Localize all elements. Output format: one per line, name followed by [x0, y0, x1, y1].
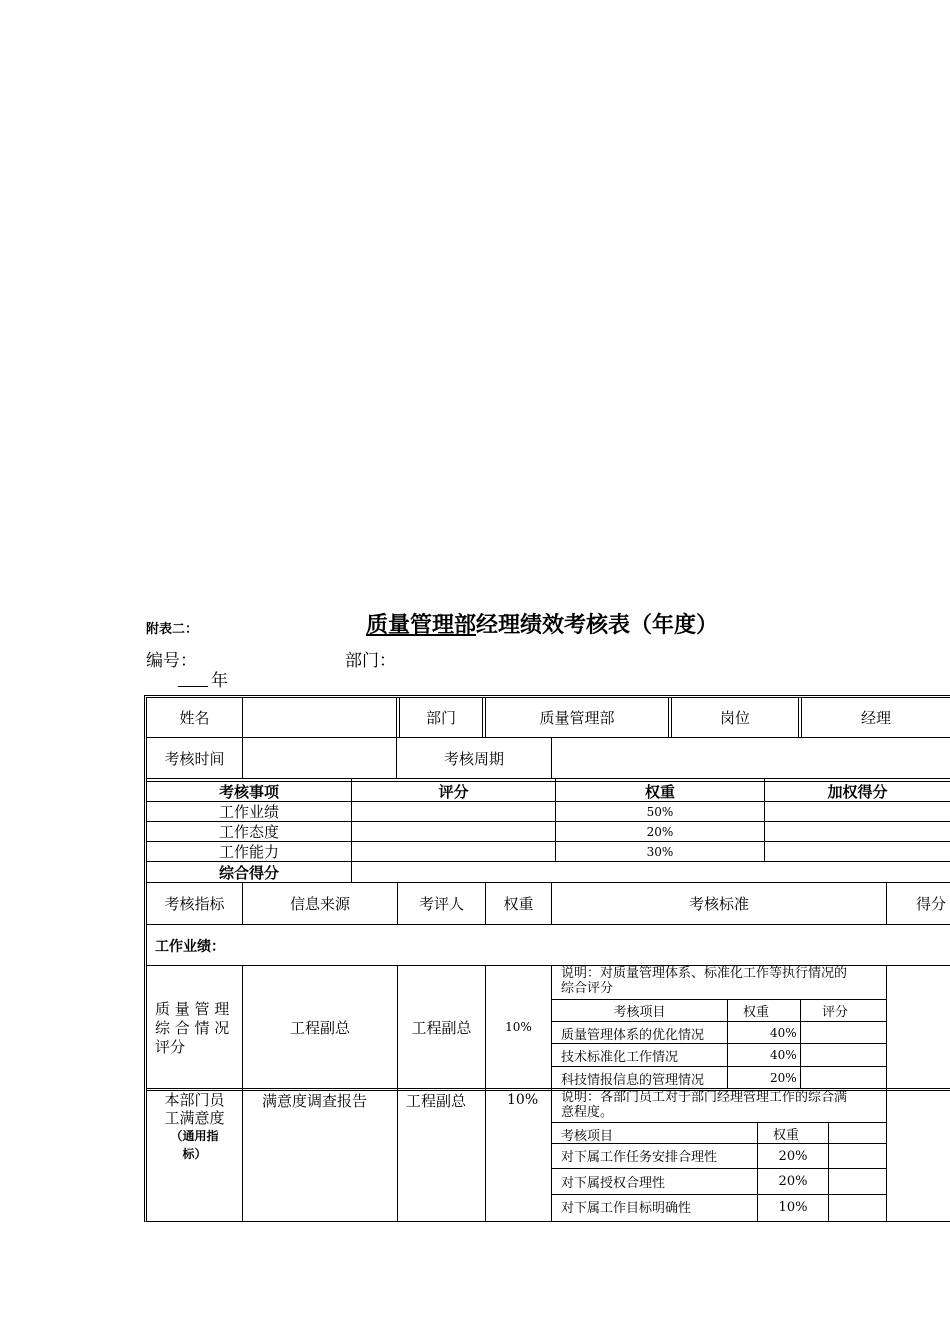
satisfaction-desc-line2: 意程度。: [561, 1105, 614, 1120]
summary-row-performance: 工作业绩: [218, 803, 279, 821]
satisfaction-sub-item-3: 对下属工作目标明确性: [561, 1201, 692, 1216]
satisfaction-evaluator: 工程副总: [406, 1092, 467, 1110]
title-underlined: 质量管理部: [366, 612, 477, 638]
quality-sub-header-item: 考核项目: [613, 1005, 666, 1020]
satisfaction-sub-header-item: 考核项目: [561, 1129, 614, 1144]
quality-desc: [561, 966, 847, 996]
satisfaction-note-line2: 标）: [182, 1147, 207, 1161]
satisfaction-sub-item-1: 对下属工作任务安排合理性: [561, 1150, 718, 1165]
summary-row-ability: 工作能力: [218, 843, 279, 861]
detail-header-indicator: 考核指标: [164, 895, 225, 913]
dept-label: 部门：: [345, 651, 396, 671]
satisfaction-desc-line1: 说明：各部门员工对于部门经理管理工作的综合满: [561, 1090, 848, 1105]
detail-header-score: 得分: [915, 895, 946, 913]
summary-row-attitude: 工作态度: [218, 823, 279, 841]
quality-sub-header-weight: 权重: [742, 1005, 769, 1020]
summary-header-score: 评分: [438, 783, 469, 801]
period-label: 考核周期: [443, 749, 504, 768]
summary-weight-attitude: 20%: [646, 824, 674, 839]
satisfaction-sub-item-2: 对下属授权合理性: [561, 1176, 666, 1191]
summary-header-weighted: 加权得分: [827, 783, 888, 801]
satisfaction-sub-weight-3: 10%: [778, 1199, 808, 1215]
quality-sub-header-score: 评分: [821, 1005, 848, 1020]
quality-indicator-line3: 评分: [155, 1038, 186, 1056]
quality-sub-item-3: 科技情报信息的管理情况: [561, 1073, 705, 1088]
title-rest: 经理绩效考核表（年度）: [476, 612, 719, 638]
satisfaction-desc: [561, 1090, 847, 1120]
quality-weight: 10%: [505, 1020, 532, 1034]
dept-field-label: 部门: [425, 709, 456, 727]
satisfaction-note-line1: （通用指: [170, 1129, 219, 1143]
summary-total-label: 综合得分: [218, 863, 279, 882]
satisfaction-indicator-line2: 工满意度: [164, 1109, 225, 1127]
quality-desc-line2: 综合评分: [561, 981, 614, 996]
code-label: 编号：: [146, 651, 197, 671]
quality-evaluator: 工程副总: [411, 1018, 472, 1037]
quality-sub-item-1: 质量管理体系的优化情况: [561, 1028, 705, 1043]
time-value[interactable]: [243, 738, 396, 778]
satisfaction-indicator-line1: 本部门员: [164, 1091, 225, 1109]
summary-weight-performance: 50%: [646, 804, 674, 819]
quality-sub-weight-1: 40%: [770, 1025, 797, 1040]
name-value[interactable]: [243, 698, 396, 737]
quality-desc-line1: 说明：对质量管理体系、标准化工作等执行情况的: [561, 966, 848, 981]
dept-value: 质量管理部: [539, 709, 615, 727]
quality-sub-item-2: 技术标准化工作情况: [561, 1050, 679, 1065]
satisfaction-weight: 10%: [507, 1092, 539, 1108]
quality-indicator-line1: 质 量 管 理: [155, 1000, 230, 1018]
page-title: [366, 608, 718, 639]
post-label: 岗位: [719, 709, 750, 727]
year-blank: [178, 686, 208, 687]
year-label: 年: [211, 671, 228, 691]
satisfaction-sub-weight-1: 20%: [778, 1148, 808, 1164]
quality-indicator-line2: 综 合 情 况: [155, 1019, 230, 1037]
period-value[interactable]: [552, 738, 950, 778]
quality-source: 工程副总: [289, 1018, 350, 1037]
quality-sub-weight-2: 40%: [770, 1048, 797, 1062]
summary-header-item: 考核事项: [218, 783, 279, 801]
detail-header-weight: 权重: [503, 895, 534, 913]
satisfaction-sub-header-weight: 权重: [772, 1127, 799, 1143]
detail-header-standard: 考核标准: [688, 895, 749, 913]
time-label: 考核时间: [164, 749, 225, 768]
satisfaction-indicator: [147, 1091, 242, 1163]
detail-header-source: 信息来源: [289, 895, 350, 913]
appendix-label: 附表二：: [146, 622, 199, 637]
name-label: 姓名: [179, 709, 210, 727]
section-performance-label: 工作业绩：: [155, 939, 225, 955]
summary-header-weight: 权重: [644, 783, 675, 801]
satisfaction-source: 满意度调查报告: [262, 1092, 368, 1110]
post-value: 经理: [860, 709, 891, 727]
detail-header-evaluator: 考评人: [418, 895, 464, 913]
summary-weight-ability: 30%: [646, 844, 674, 859]
quality-indicator: [155, 1000, 229, 1057]
quality-sub-weight-3: 20%: [770, 1070, 797, 1085]
satisfaction-sub-weight-2: 20%: [778, 1174, 808, 1189]
